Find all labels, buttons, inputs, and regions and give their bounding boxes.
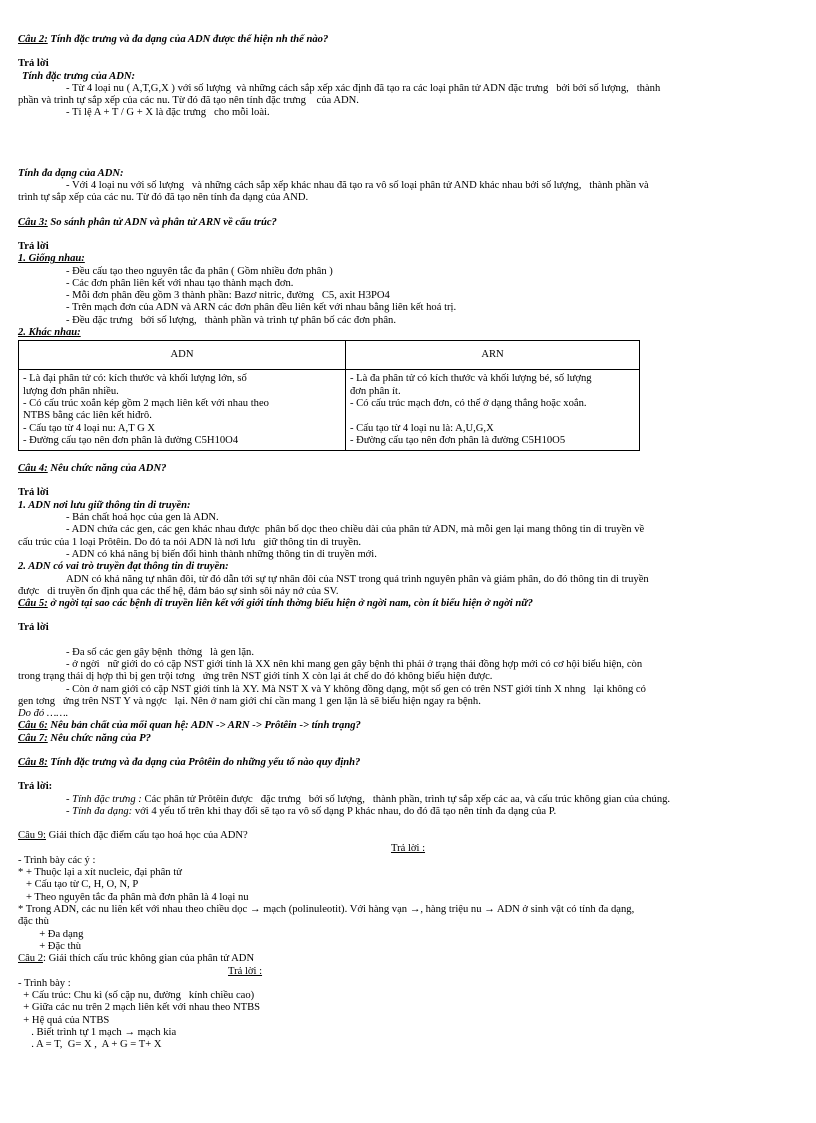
text-line: . Biết trình tự 1 mạch → mạch kia: [18, 1027, 177, 1038]
answer-label: Trả lời: [18, 622, 49, 634]
answer-label: Trả lời: [18, 58, 49, 70]
text-line: - Từ 4 loại nu ( A,T,G,X ) với số lượng và những cách sắp xếp xác định đã tạo ra các loại phân tử ADN đặc trưng bởi bởi số lượng, thành: [66, 82, 661, 94]
text-line: được di truyền ổn định qua các thế hệ, đảm bảo sự sinh sôi nảy nở của SV.: [18, 585, 339, 597]
question-text: Tính đặc trưng và đa dạng của Prôtêin do những yếu tố nào quy định?: [47, 757, 361, 769]
answer-label: Trả lời: [18, 240, 49, 252]
cell-line: - Đường cấu tạo nên đơn phân là đường C5H10O5: [350, 434, 566, 446]
text-line: + Cấu trúc: Chu kì (số cặp nu, đường kính chiều cao): [18, 990, 255, 1002]
text-line: - Trên mạch đơn của ADN và ARN các đơn phân đều liên kết với nhau bằng liên kết hoá trị.: [66, 302, 457, 314]
text-line: + Hệ quả của NTBS: [18, 1014, 110, 1026]
term-label: - Tính đặc trưng :: [66, 793, 142, 805]
table-header-adn: ADN: [19, 341, 346, 370]
section-title: 1. ADN nơi lưu giữ thông tin di truyền:: [18, 499, 191, 511]
text-line: - Còn ở nam giới có cặp NST giới tính là XY. Mà NST X và Y không đồng dạng, một số gen có trên NST giới tính X nhng lại không có: [66, 683, 646, 695]
comparison-table: [18, 340, 640, 451]
question-text: : Giải thích cấu trúc không gian của phân tử ADN: [43, 953, 255, 965]
question-7: [18, 733, 798, 745]
text-line: trình tự sắp xếp của các nu. Từ đó đã tạo nên tính đa dạng của AND.: [18, 192, 309, 204]
cell-line: đơn phân ít.: [350, 385, 401, 397]
text-line: . A = T, G= X , A + G = T+ X: [18, 1039, 162, 1051]
text-line: [18, 806, 798, 818]
cell-line: [350, 410, 635, 422]
section-title: Tính đa dạng của ADN:: [18, 167, 124, 179]
answer-label: Trả lời :: [390, 842, 426, 854]
cell-line: - Là đa phân tử có kích thước và khối lượng bé, số lượng: [350, 373, 592, 385]
document-page: [18, 34, 798, 1052]
text-line: trong trạng thái dị hợp thì bị gen trội tơng ứng trên NST giới tính X còn lại át chế do đó không biểu hiện được.: [18, 671, 493, 683]
table-cell-arn: [346, 370, 640, 451]
question-number: Câu 3:: [18, 216, 48, 228]
section-title: 2. Khác nhau:: [18, 327, 81, 339]
text-line: - ở ngời nữ giới do có cặp NST giới tính là XX nên khi mang gen gây bệnh thì phải ở trạng thái đồng hợp mới có cơ hội biểu hiện, còn: [66, 658, 643, 670]
text-line: + Cấu tạo từ C, H, O, N, P: [18, 879, 139, 891]
text-line: phần và trình tự sắp xếp của các nu. Từ đó đã tạo nên tính đặc trưng của ADN.: [18, 95, 359, 107]
question-5: [18, 598, 798, 610]
term-label: - Tính đa dạng:: [66, 805, 133, 817]
question-text: ở ngời tại sao các bệnh di truyền liên kết với giới tính thờng biểu hiện ở ngời nam, còn ít biểu hiện ở ngời nữ?: [47, 598, 533, 610]
question-9: [18, 830, 798, 842]
text-line: - Đều đặc trưng bởi số lượng, thành phần và trình tự phân bố các đơn phân.: [66, 314, 396, 326]
text-line: - ADN có khả năng bị biến đổi hình thành những thông tin di truyền mới.: [66, 548, 377, 560]
text-line: * Trong ADN, các nu liên kết với nhau theo chiều dọc → mạch (polinuleotit). Với hàng vạn →, hàng triệu nu → ADN ở sinh vật có tính đa dạng,: [18, 904, 635, 916]
question-number: Câu 2: [18, 953, 44, 965]
answer-label: Trả lời :: [228, 965, 263, 977]
text-line: - Đều cấu tạo theo nguyên tắc đa phân ( Gồm nhiều đơn phân ): [66, 265, 333, 277]
question-number: Câu 5:: [18, 598, 48, 610]
answer-label: Trả lời: [18, 487, 49, 499]
question-3: [18, 217, 798, 229]
text-line: - Trình bày các ý :: [18, 854, 96, 866]
text-line: + Đa dạng: [18, 928, 84, 940]
question-text: Nêu chức năng của ADN?: [47, 463, 167, 475]
question-text: Tính đặc trưng và đa dạng của ADN được thể hiện nh thế nào?: [47, 34, 329, 45]
text-line: - Trình bày :: [18, 977, 71, 989]
question-text: Giải thích đặc điểm cấu tạo hoá học của ADN?: [45, 830, 248, 842]
question-number: Câu 7:: [18, 732, 48, 744]
text-line: Do đó …….: [18, 708, 69, 720]
question-number: Câu 8:: [18, 757, 48, 769]
text-line: - Các đơn phân liên kết với nhau tạo thành mạch đơn.: [66, 277, 294, 289]
cell-line: - Có cấu trúc xoắn kép gồm 2 mạch liên kết với nhau theo: [23, 397, 269, 409]
cell-line: NTBS bằng các liên kết hiđrô.: [23, 410, 152, 422]
question-number: Câu 4:: [18, 463, 48, 475]
text-line: * + Thuộc lại a xít nucleic, đại phân tử: [18, 867, 182, 879]
cell-line: lượng đơn phân nhiều.: [23, 385, 119, 397]
question-4: [18, 463, 798, 475]
question-number: Câu 2:: [18, 34, 48, 45]
text-line: + Giữa các nu trên 2 mạch liên kết với nhau theo NTBS: [18, 1002, 261, 1014]
text-line: - Tỉ lệ A + T / G + X là đặc trưng cho mỗi loài.: [66, 107, 270, 119]
text-line: cấu trúc của 1 loại Prôtêin. Do đó ta nói ADN là nơi lưu giữ thông tin di truyền.: [18, 536, 362, 548]
question-2: [18, 34, 798, 46]
text-line: gen tơng ứng trên NST Y và ngợc lại. Nên ở nam giới chỉ cần mang 1 gen lặn là sẽ biểu hiện ngay ra bệnh.: [18, 695, 481, 707]
answer-label: Trả lời:: [18, 781, 53, 793]
text-line: [18, 794, 798, 806]
cell-line: - Là đại phân tử có: kích thước và khối lượng lớn, số: [23, 373, 247, 385]
question-text: Nêu chức năng của P?: [47, 732, 151, 744]
cell-line: - Đường cấu tạo nên đơn phân là đường C5H10O4: [23, 434, 239, 446]
text-line: ADN có khả năng tự nhân đôi, từ đó dẫn tới sự tự nhân đôi của NST trong quá trình nguyên phân và giảm phân, do đó thông tin di truyền: [66, 573, 649, 585]
cell-line: - Cấu tạo từ 4 loại nu là: A,U,G,X: [350, 422, 494, 434]
text-line: - ADN chứa các gen, các gen khác nhau được phân bố dọc theo chiều dài của phân tử ADN, mà mỗi gen lại mang thông tin di truyền về: [66, 524, 645, 536]
table-cell-adn: [19, 370, 346, 451]
question-8: [18, 757, 798, 769]
question-text: So sánh phân tử ADN và phân tử ARN về cấu trúc?: [47, 216, 277, 228]
term-text: Các phân tử Prôtêin được đặc trưng bởi số lượng, thành phần, trình tự sắp xếp các aa, và cấu trúc không gian của chúng.: [141, 793, 671, 805]
section-title: 1. Giống nhau:: [18, 253, 85, 265]
question-number: Câu 6:: [18, 720, 48, 732]
section-title: 2. ADN có vai trò truyền đạt thông tin di truyền:: [18, 561, 229, 573]
question-text: Nêu bản chất của mối quan hệ: ADN -> ARN -> Prôtêin -> tính trạng?: [47, 720, 361, 732]
text-line: đặc thù: [18, 916, 49, 928]
text-line: - Bản chất hoá học của gen là ADN.: [66, 512, 219, 524]
question-number: Câu 9:: [18, 830, 46, 842]
section-title: Tính đặc trưng của ADN:: [22, 70, 136, 82]
term-text: với 4 yếu tố trên khi thay đổi sẽ tạo ra vô số dạng P khác nhau, do đó đã tạo nên tính đa dạng của P.: [132, 805, 557, 817]
question-10: [18, 953, 798, 965]
text-line: + Theo nguyên tắc đa phân mà đơn phân là 4 loại nu: [18, 891, 249, 903]
text-line: - Với 4 loại nu với số lượng và những cách sắp xếp khác nhau đã tạo ra vô số loại phân tử AND khác nhau bởi số lượng, thành phần và: [66, 180, 649, 192]
text-line: - Đa số các gen gây bệnh thờng là gen lặn.: [66, 646, 254, 658]
text-line: + Đặc thù: [18, 940, 82, 952]
text-line: - Mỗi đơn phân đều gồm 3 thành phần: Bazơ nitric, đường C5, axit H3PO4: [66, 290, 390, 302]
question-6: [18, 720, 798, 732]
table-header-arn: ARN: [346, 341, 640, 370]
cell-line: - Có cấu trúc mạch đơn, có thể ở dạng thẳng hoặc xoắn.: [350, 397, 587, 409]
cell-line: - Cấu tạo từ 4 loại nu: A,T G X: [23, 422, 156, 434]
